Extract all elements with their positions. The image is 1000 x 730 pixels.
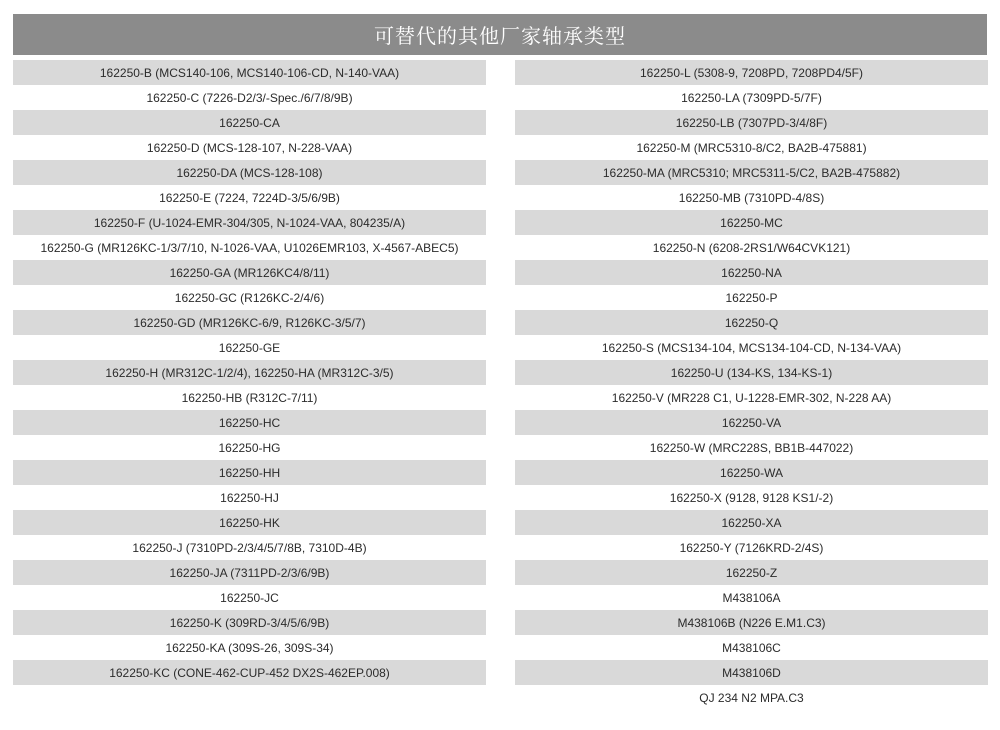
bearing-row bbox=[515, 335, 988, 360]
bearing-designation: 162250-S (MCS134-104, MCS134-104-CD, N-134-VAA) bbox=[601, 340, 902, 355]
bearing-row bbox=[13, 160, 486, 185]
bearing-designation: 162250-MC bbox=[720, 215, 783, 230]
bearing-row bbox=[515, 535, 988, 560]
bearing-designation: 162250-Q bbox=[724, 315, 779, 330]
bearing-row bbox=[515, 85, 988, 110]
bearing-designation: 162250-CA bbox=[219, 115, 280, 130]
bearing-row bbox=[515, 260, 988, 285]
bearing-designation: 162250-GC (R126KC-2/4/6) bbox=[174, 290, 325, 305]
bearing-designation: 162250-GD (MR126KC-6/9, R126KC-3/5/7) bbox=[133, 315, 366, 330]
bearing-row bbox=[13, 610, 486, 635]
bearing-row bbox=[515, 160, 988, 185]
bearing-designation: 162250-GA (MR126KC4/8/11) bbox=[169, 265, 330, 280]
bearing-designation: 162250-K (309RD-3/4/5/6/9B) bbox=[169, 615, 330, 630]
bearing-row bbox=[13, 635, 486, 660]
bearing-row bbox=[515, 435, 988, 460]
bearing-designation: 162250-D (MCS-128-107, N-228-VAA) bbox=[146, 140, 353, 155]
bearing-designation: 162250-Z bbox=[725, 565, 778, 580]
bearing-designation: M438106B (N226 E.M1.C3) bbox=[677, 615, 826, 630]
bearing-row bbox=[515, 685, 988, 710]
bearing-row bbox=[13, 260, 486, 285]
bearing-designation: 162250-V (MR228 C1, U-1228-EMR-302, N-228 AA) bbox=[611, 390, 892, 405]
bearing-row bbox=[13, 460, 486, 485]
bearing-designation: 162250-KA (309S-26, 309S-34) bbox=[165, 640, 334, 655]
bearing-row bbox=[13, 560, 486, 585]
bearing-designation: 162250-B (MCS140-106, MCS140-106-CD, N-140-VAA) bbox=[99, 65, 400, 80]
bearing-designation: 162250-MB (7310PD-4/8S) bbox=[678, 190, 825, 205]
bearing-designation: 162250-MA (MRC5310; MRC5311-5/C2, BA2B-475882) bbox=[602, 165, 901, 180]
bearing-designation: 162250-X (9128, 9128 KS1/-2) bbox=[669, 490, 834, 505]
bearing-designation: 162250-DA (MCS-128-108) bbox=[176, 165, 323, 180]
bearing-row bbox=[515, 285, 988, 310]
bearing-designation: 162250-HG bbox=[218, 440, 281, 455]
bearing-row bbox=[13, 485, 486, 510]
bearing-designation: 162250-Y (7126KRD-2/4S) bbox=[679, 540, 824, 555]
bearing-row bbox=[515, 385, 988, 410]
bearing-designation: M438106A bbox=[722, 590, 781, 605]
bearing-row bbox=[13, 435, 486, 460]
bearing-row bbox=[515, 185, 988, 210]
bearing-row bbox=[515, 410, 988, 435]
bearing-row bbox=[515, 235, 988, 260]
bearing-row bbox=[13, 585, 486, 610]
bearing-designation: 162250-NA bbox=[721, 265, 782, 280]
right-bearing-column bbox=[515, 60, 988, 710]
bearing-row bbox=[13, 135, 486, 160]
left-bearing-column bbox=[13, 60, 486, 685]
bearing-row bbox=[13, 660, 486, 685]
bearing-designation: 162250-J (7310PD-2/3/4/5/7/8B, 7310D-4B) bbox=[132, 540, 367, 555]
bearing-row bbox=[515, 210, 988, 235]
bearing-row bbox=[13, 60, 486, 85]
bearing-row bbox=[515, 135, 988, 160]
bearing-row bbox=[515, 110, 988, 135]
bearing-row bbox=[13, 535, 486, 560]
bearing-designation: 162250-C (7226-D2/3/-Spec./6/7/8/9B) bbox=[146, 90, 353, 105]
bearing-row bbox=[13, 310, 486, 335]
bearing-designation: 162250-JA (7311PD-2/3/6/9B) bbox=[169, 565, 330, 580]
bearing-designation: 162250-W (MRC228S, BB1B-447022) bbox=[649, 440, 854, 455]
bearing-row bbox=[13, 335, 486, 360]
bearing-row bbox=[13, 235, 486, 260]
bearing-designation: 162250-U (134-KS, 134-KS-1) bbox=[670, 365, 833, 380]
bearing-designation: 162250-LB (7307PD-3/4/8F) bbox=[675, 115, 828, 130]
bearing-row bbox=[515, 60, 988, 85]
bearing-designation: 162250-M (MRC5310-8/C2, BA2B-475881) bbox=[636, 140, 867, 155]
bearing-designation: 162250-P bbox=[725, 290, 778, 305]
bearing-designation: 162250-KC (CONE-462-CUP-452 DX2S-462EP.008) bbox=[109, 665, 390, 680]
bearing-designation: 162250-HK bbox=[219, 515, 280, 530]
bearing-row bbox=[13, 185, 486, 210]
bearing-row bbox=[13, 510, 486, 535]
bearing-row bbox=[515, 510, 988, 535]
bearing-designation: QJ 234 N2 MPA.C3 bbox=[699, 690, 804, 705]
page-title: 可替代的其他厂家轴承类型 bbox=[374, 24, 626, 48]
bearing-row bbox=[13, 85, 486, 110]
bearing-designation: 162250-G (MR126KC-1/3/7/10, N-1026-VAA, U1026EMR103, X-4567-ABEC5) bbox=[40, 240, 459, 255]
bearing-designation: 162250-HJ bbox=[220, 490, 279, 505]
bearing-designation: 162250-HB (R312C-7/11) bbox=[181, 390, 318, 405]
bearing-designation: 162250-F (U-1024-EMR-304/305, N-1024-VAA, 804235/A) bbox=[93, 215, 406, 230]
bearing-row bbox=[515, 360, 988, 385]
bearing-row bbox=[13, 210, 486, 235]
bearing-row bbox=[515, 635, 988, 660]
bearing-row bbox=[13, 285, 486, 310]
bearing-row bbox=[515, 485, 988, 510]
bearing-designation: 162250-HC bbox=[218, 415, 281, 430]
bearing-designation: M438106C bbox=[722, 640, 781, 655]
bearing-designation: 162250-JC bbox=[220, 590, 279, 605]
bearing-designation: 162250-L (5308-9, 7208PD, 7208PD4/5F) bbox=[639, 65, 864, 80]
bearing-designation: 162250-H (MR312C-1/2/4), 162250-HA (MR312C-3/5) bbox=[105, 365, 394, 380]
bearing-row bbox=[515, 310, 988, 335]
bearing-designation: 162250-E (7224, 7224D-3/5/6/9B) bbox=[159, 190, 340, 205]
title-bar bbox=[13, 14, 987, 55]
bearing-designation: 162250-HH bbox=[218, 465, 281, 480]
bearing-designation: M438106D bbox=[722, 665, 781, 680]
bearing-designation: 162250-VA bbox=[721, 415, 782, 430]
bearing-designation: 162250-N (6208-2RS1/W64CVK121) bbox=[652, 240, 851, 255]
bearing-row bbox=[13, 360, 486, 385]
bearing-row bbox=[13, 110, 486, 135]
bearing-designation: 162250-LA (7309PD-5/7F) bbox=[681, 90, 822, 105]
bearing-row bbox=[515, 460, 988, 485]
bearing-row bbox=[13, 385, 486, 410]
bearing-designation: 162250-GE bbox=[218, 340, 281, 355]
bearing-designation: 162250-XA bbox=[721, 515, 782, 530]
bearing-designation: 162250-WA bbox=[720, 465, 783, 480]
bearing-row bbox=[13, 410, 486, 435]
bearing-row bbox=[515, 585, 988, 610]
bearing-row bbox=[515, 610, 988, 635]
bearing-row bbox=[515, 560, 988, 585]
bearing-row bbox=[515, 660, 988, 685]
